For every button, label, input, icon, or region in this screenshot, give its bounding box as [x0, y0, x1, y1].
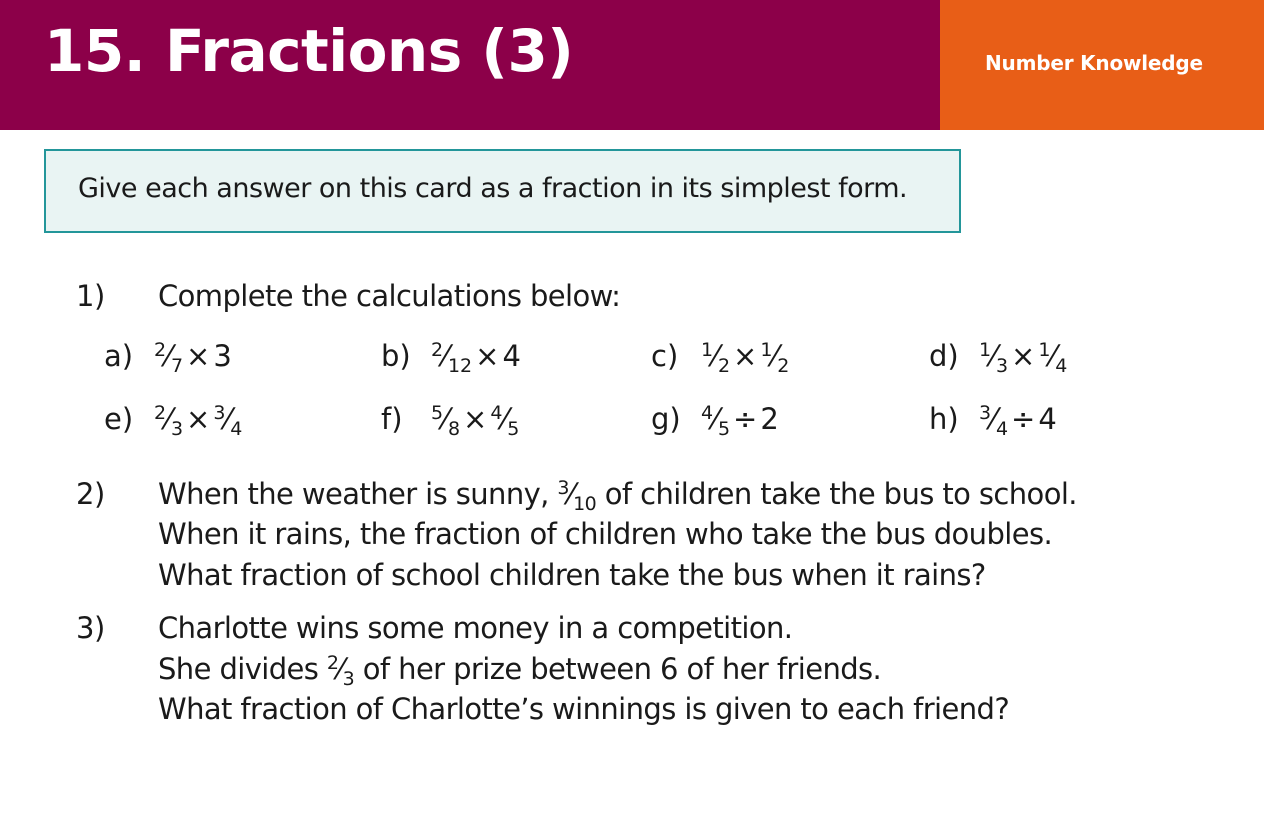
denominator: 3 — [995, 355, 1009, 377]
operand: 2 — [760, 402, 779, 436]
fraction: $^1⁄_3$ — [979, 339, 1009, 377]
fraction: $^1⁄_4$ — [1038, 339, 1068, 377]
denominator: 4 — [995, 418, 1009, 440]
question-2-number: 2) — [76, 477, 105, 511]
question-3-line-1: Charlotte wins some money in a competition. — [158, 611, 793, 645]
question-3-number: 3) — [76, 611, 105, 645]
operator: × — [475, 339, 500, 373]
topic-label: Number Knowledge — [985, 51, 1203, 75]
calculation-item — [104, 339, 232, 377]
question-3-line-2-end: of her prize between 6 of her friends. — [354, 652, 882, 686]
operator: × — [733, 339, 758, 373]
denominator: 12 — [447, 355, 473, 377]
item-label: c) — [651, 339, 679, 373]
fraction: $^3⁄_4$ — [979, 402, 1009, 440]
question-2-line-2: When it rains, the fraction of children who take the bus doubles. — [158, 517, 1053, 551]
fraction: $^4⁄_5$ — [701, 402, 731, 440]
numerator: 3 — [213, 402, 226, 424]
question-3-line-2-start: She divides — [158, 652, 327, 686]
operator: ÷ — [1011, 402, 1036, 436]
numerator: 2 — [154, 339, 167, 361]
calculation-item — [929, 339, 1068, 377]
fraction: $^5⁄_8$ — [431, 402, 461, 440]
numerator: 2 — [154, 402, 167, 424]
question-1-number: 1) — [76, 279, 105, 313]
numerator: 1 — [979, 339, 992, 361]
numerator: 1 — [701, 339, 714, 361]
denominator: 5 — [717, 418, 731, 440]
denominator: 2 — [777, 355, 790, 377]
denominator: 3 — [342, 668, 355, 690]
operator: × — [186, 339, 211, 373]
page-title: 15. Fractions (3) — [44, 17, 574, 85]
denominator: 5 — [507, 418, 520, 440]
instruction-text: Give each answer on this card as a fraction in its simplest form. — [78, 173, 908, 204]
numerator: 2 — [431, 339, 444, 361]
item-label: d) — [929, 339, 959, 373]
fraction: $^1⁄_2$ — [760, 339, 790, 377]
operand: 3 — [213, 339, 232, 373]
item-label: g) — [651, 402, 681, 436]
fraction: $^2⁄_7$ — [154, 339, 184, 377]
denominator: 2 — [717, 355, 731, 377]
item-label: e) — [104, 402, 134, 436]
denominator: 10 — [573, 493, 597, 515]
numerator: 3 — [979, 402, 992, 424]
fraction: $^2⁄_3$ — [326, 652, 355, 690]
denominator: 7 — [170, 355, 184, 377]
instruction-box — [44, 149, 961, 233]
item-label: h) — [929, 402, 959, 436]
denominator: 8 — [447, 418, 461, 440]
fraction: $^1⁄_2$ — [701, 339, 731, 377]
denominator: 4 — [230, 418, 243, 440]
operand: 4 — [502, 339, 521, 373]
item-label: b) — [381, 339, 411, 373]
calculation-item — [929, 402, 1057, 440]
denominator: 3 — [170, 418, 184, 440]
numerator: 2 — [326, 652, 339, 674]
calculation-item — [651, 339, 790, 377]
calculation-item — [381, 339, 521, 377]
numerator: 4 — [490, 402, 503, 424]
operator: × — [186, 402, 211, 436]
calculation-item — [381, 402, 520, 440]
item-label: f) — [381, 402, 403, 436]
question-2-line-3: What fraction of school children take the bus when it rains? — [158, 558, 986, 592]
calculation-item — [651, 402, 779, 440]
operator: ÷ — [733, 402, 758, 436]
fraction: $^3⁄_{10}$ — [557, 477, 597, 515]
fraction: $^3⁄_4$ — [213, 402, 243, 440]
question-1-text: Complete the calculations below: — [158, 279, 621, 313]
question-2-line-1-start: When the weather is sunny, — [158, 477, 558, 511]
fraction: $^4⁄_5$ — [490, 402, 520, 440]
fraction: $^2⁄_{12}$ — [431, 339, 473, 377]
question-3-line-2 — [158, 652, 882, 690]
operand: 4 — [1038, 402, 1057, 436]
numerator: 1 — [1038, 339, 1051, 361]
denominator: 4 — [1055, 355, 1068, 377]
fraction: $^2⁄_3$ — [154, 402, 184, 440]
question-2-line-1 — [158, 477, 1077, 515]
operator: × — [463, 402, 488, 436]
numerator: 5 — [431, 402, 444, 424]
calculation-item — [104, 402, 243, 440]
numerator: 3 — [557, 477, 569, 499]
question-2-line-1-end: of children take the bus to school. — [596, 477, 1077, 511]
numerator: 4 — [701, 402, 714, 424]
numerator: 1 — [760, 339, 773, 361]
question-3-line-3: What fraction of Charlotte’s winnings is given to each friend? — [158, 692, 1010, 726]
item-label: a) — [104, 339, 134, 373]
operator: × — [1011, 339, 1036, 373]
